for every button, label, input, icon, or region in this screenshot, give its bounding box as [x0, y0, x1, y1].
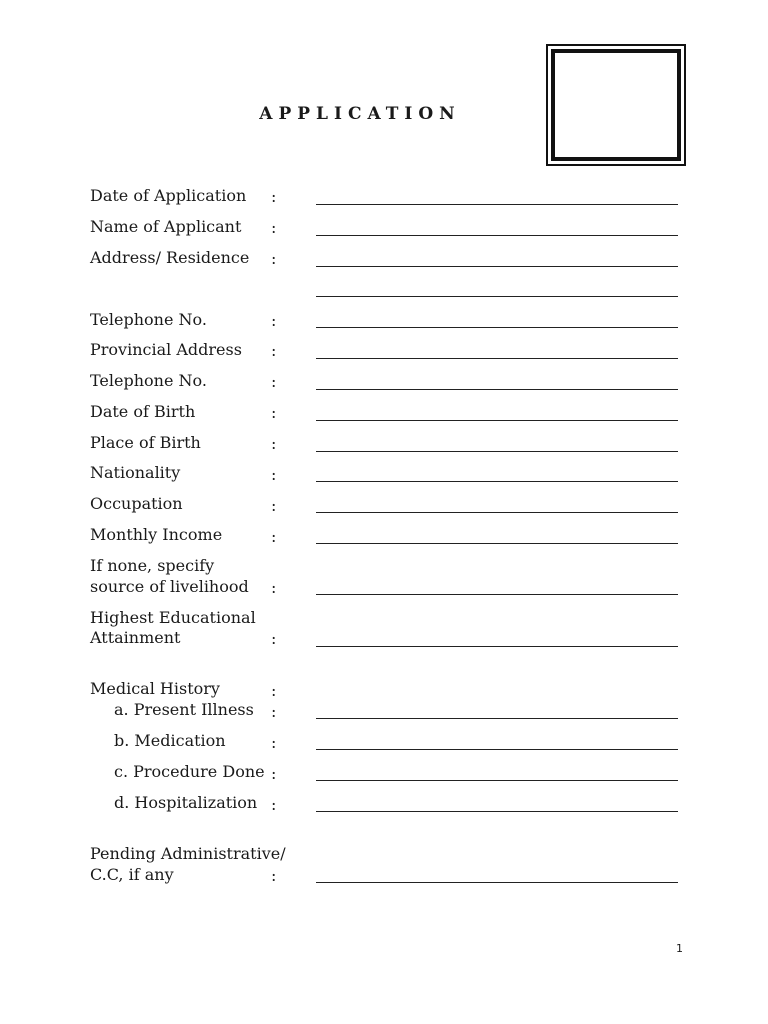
medical-history-label: Medical History: [90, 679, 220, 698]
photo-box: [546, 44, 686, 166]
colon: :: [271, 465, 277, 484]
address-residence-label: Address/ Residence: [90, 248, 250, 267]
colon: :: [271, 434, 277, 453]
colon: :: [271, 496, 277, 515]
procedure-done-field[interactable]: [316, 780, 678, 781]
pending-case-label-line1: Pending Administrative/: [90, 844, 286, 863]
date-of-application-field[interactable]: [316, 204, 678, 205]
colon: :: [271, 578, 277, 597]
education-field[interactable]: [316, 646, 678, 647]
photo-box-frame: [552, 50, 680, 160]
provincial-telephone-field[interactable]: [316, 389, 678, 390]
provincial-telephone-label: Telephone No.: [90, 371, 207, 390]
colon: :: [271, 629, 277, 648]
colon: :: [271, 341, 277, 360]
provincial-address-label: Provincial Address: [90, 340, 242, 359]
place-of-birth-label: Place of Birth: [90, 433, 201, 452]
colon: :: [271, 795, 277, 814]
nationality-label: Nationality: [90, 463, 181, 482]
present-illness-label: a. Present Illness: [114, 700, 254, 719]
medication-label: b. Medication: [114, 731, 226, 750]
colon: :: [271, 249, 277, 268]
date-of-application-label: Date of Application: [90, 186, 247, 205]
hospitalization-label: d. Hospitalization: [114, 793, 258, 812]
occupation-field[interactable]: [316, 512, 678, 513]
colon: :: [271, 527, 277, 546]
date-of-birth-field[interactable]: [316, 420, 678, 421]
date-of-birth-label: Date of Birth: [90, 402, 196, 421]
place-of-birth-field[interactable]: [316, 451, 678, 452]
name-of-applicant-label: Name of Applicant: [90, 217, 242, 236]
colon: :: [271, 866, 277, 885]
address-residence-field[interactable]: [316, 266, 678, 267]
hospitalization-field[interactable]: [316, 811, 678, 812]
monthly-income-field[interactable]: [316, 543, 678, 544]
livelihood-label-line1: If none, specify: [90, 556, 215, 575]
colon: :: [271, 702, 277, 721]
provincial-address-field[interactable]: [316, 358, 678, 359]
page-number: 1: [676, 942, 683, 955]
pending-case-label-line2: C.C, if any: [90, 865, 174, 884]
present-illness-field[interactable]: [316, 718, 678, 719]
medication-field[interactable]: [316, 749, 678, 750]
education-label-line2: Attainment: [90, 628, 181, 647]
colon: :: [271, 311, 277, 330]
telephone-field[interactable]: [316, 327, 678, 328]
colon: :: [271, 218, 277, 237]
procedure-done-label: c. Procedure Done: [114, 762, 265, 781]
nationality-field[interactable]: [316, 481, 678, 482]
colon: :: [271, 681, 277, 700]
telephone-label: Telephone No.: [90, 310, 207, 329]
page-title: APPLICATION: [259, 104, 461, 124]
education-label-line1: Highest Educational: [90, 608, 256, 627]
colon: :: [271, 733, 277, 752]
monthly-income-label: Monthly Income: [90, 525, 223, 544]
colon: :: [271, 372, 277, 391]
livelihood-label-line2: source of livelihood: [90, 577, 249, 596]
occupation-label: Occupation: [90, 494, 183, 513]
name-of-applicant-field[interactable]: [316, 235, 678, 236]
pending-case-field[interactable]: [316, 882, 678, 883]
colon: :: [271, 403, 277, 422]
address-residence-field-line2[interactable]: [316, 296, 678, 297]
colon: :: [271, 764, 277, 783]
colon: :: [271, 187, 277, 206]
livelihood-field[interactable]: [316, 594, 678, 595]
